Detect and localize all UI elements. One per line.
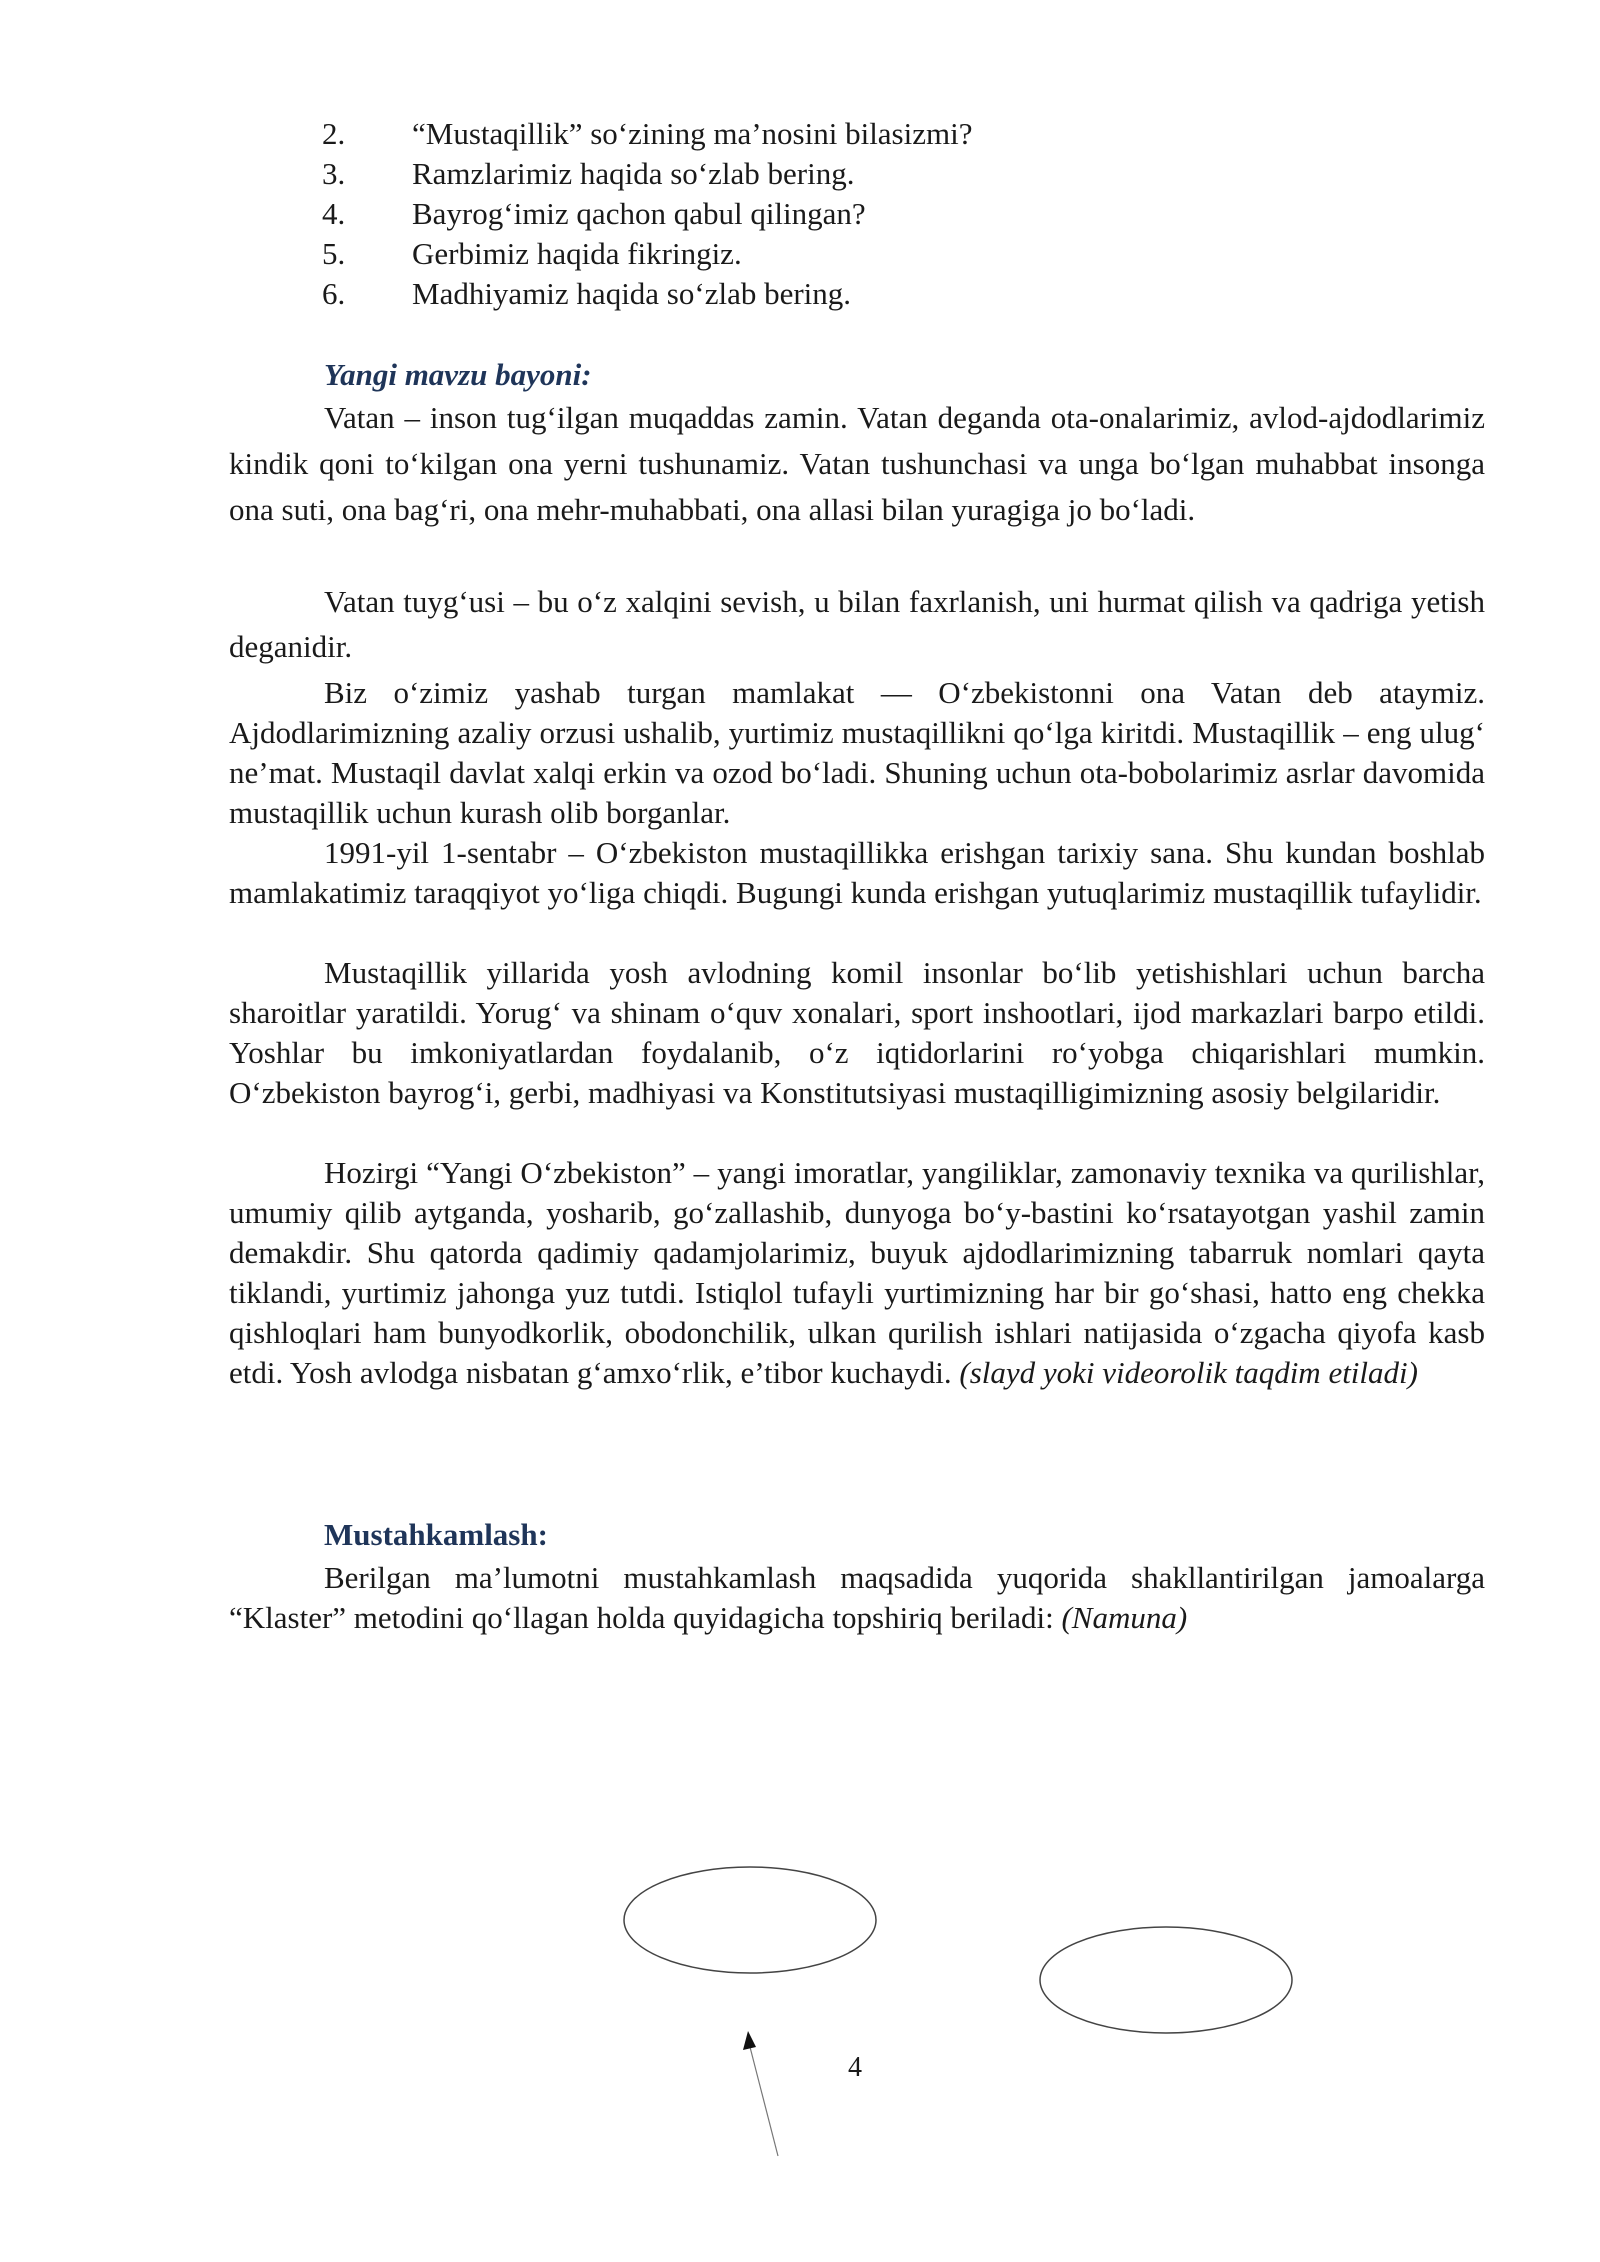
page-number: 4 [848,2052,862,2083]
list-item-number: 4. [322,196,346,231]
paragraph: 1991-yil 1-sentabr – O‘zbekiston mustaqillikka erishgan tarixiy sana. Shu kundan boshlab mamlakatimiz taraqqiyot yo‘liga chiqdi. Bugungi kunda erishgan yutuqlarimiz mustaqillik tufaylidir. [229,835,1485,910]
paragraph: Biz o‘zimiz yashab turgan mamlakat — O‘zbekistonni ona Vatan deb ataymiz. Ajdodlarimizning azaliy orzusi ushalib, yurtimiz mustaqillikni qo‘lga kiritdi. Mustaqillik – eng ulug‘ ne’mat. Mustaqil davlat xalqi erkin va ozod bo‘ladi. Shuning uchun ota-bobolarimiz asrlar davomida mustaqillik uchun kurash olib borganlar. [229,675,1485,830]
paragraph: Vatan tuyg‘usi – bu o‘z xalqini sevish, u bilan faxrlanish, uni hurmat qilish va qadriga yetish deganidir. [229,584,1485,664]
paragraph: Mustaqillik yillarida yosh avlodning komil insonlar bo‘lib yetishishlari uchun barcha sharoitlar yaratildi. Yorug‘ va shinam o‘quv xonalari, sport inshootlari, ijod markazlari barpo etildi. Yoshlar bu imkoniyatlardan foydalanib, o‘z iqtidorlarini ro‘yobga chiqarishlari mumkin. O‘zbekiston bayrog‘i, gerbi, madhiyasi va Konstitutsiyasi mustaqilligimizning asosiy belgilaridir. [229,955,1485,1110]
list-item-number: 6. [322,276,346,311]
connector-line [750,2047,778,2156]
section-heading-new-topic: Yangi mavzu bayoni: [324,357,592,392]
section-heading-reinforcement: Mustahkamlash: [324,1517,548,1552]
list-item-number: 5. [322,236,346,271]
sample-note: (Namuna) [1061,1600,1188,1635]
paragraph: Vatan – inson tug‘ilgan muqaddas zamin. Vatan deganda ota-onalarimiz, avlod-ajdodlarimiz kindik qoni to‘kilgan ona yerni tushunamiz. Vatan tushunchasi va unga bo‘lgan muhabbat insonga ona suti, ona bag‘ri, ona mehr-muhabbati, ona allasi bilan yuragiga jo bo‘ladi. [229,400,1485,527]
paragraph-text: Hozirgi “Yangi O‘zbekiston” – yangi imoratlar, yangiliklar, zamonaviy texnika va qurilishlar, umumiy qilib aytganda, yosharib, go‘zallashib, dunyoga bo‘y-bastini ko‘rsatayotgan yashil zamin demakdir. Shu qatorda qadimiy qadamjolarimiz, buyuk ajdodlarimizning tabarruk nomlari qayta tiklandi, yurtimiz jahonga yuz tutdi. Istiqlol tufayli yurtimizning har bir go‘shasi, hatto eng chekka qishloqlari ham bunyodkorlik, obodonchilik, ulkan qurilish ishlari natijasida o‘zgacha qiyofa kasb etdi. Yosh avlodga nisbatan g‘amxo‘rlik, e’tibor kuchaydi. [229,1155,1485,1390]
list-item-text: Bayrog‘imiz qachon qabul qilingan? [412,196,866,231]
list-item-text: Madhiyamiz haqida so‘zlab bering. [412,276,852,311]
list-item-text: Ramzlarimiz haqida so‘zlab bering. [412,156,855,191]
arrow-head-icon [743,2031,756,2050]
list-item-text: “Mustaqillik” so‘zining ma’nosini bilasizmi? [412,116,973,151]
list-item-number: 2. [322,116,346,151]
list-item-text: Gerbimiz haqida fikringiz. [412,236,742,271]
cluster-ellipse [1040,1927,1292,2033]
slide-note: (slayd yoki videorolik taqdim etiladi) [959,1355,1418,1390]
paragraph-text: Berilgan ma’lumotni mustahkamlash maqsadida yuqorida shakllantirilgan jamoalarga “Klaster” metodini qo‘llagan holda quyidagicha topshiriq beriladi: [229,1560,1485,1635]
list-item-number: 3. [322,156,346,191]
cluster-ellipse [624,1867,876,1973]
